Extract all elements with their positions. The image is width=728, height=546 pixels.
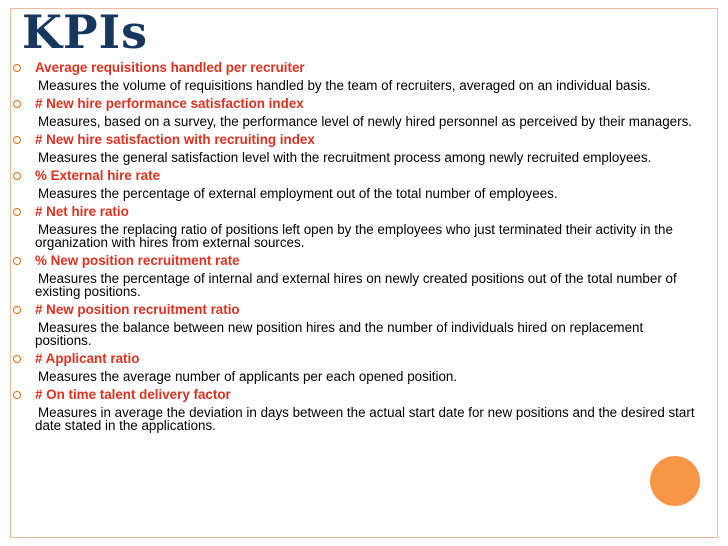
- kpi-heading: # Applicant ratio: [35, 351, 140, 366]
- bullet-icon: [13, 172, 21, 180]
- kpi-item: [0, 95, 728, 131]
- kpi-description: Measures, based on a survey, the performance level of newly hired personnel as perceived by their managers.: [38, 114, 693, 129]
- kpi-item: [0, 350, 728, 386]
- kpi-heading: # On time talent delivery factor: [35, 387, 231, 402]
- bullet-icon: [13, 391, 21, 399]
- kpi-heading: # New hire satisfaction with recruiting index: [35, 132, 315, 147]
- slide-frame-bottom: [10, 537, 718, 538]
- kpi-heading: % External hire rate: [35, 168, 161, 183]
- bullet-icon: [13, 306, 21, 314]
- kpi-heading: # Net hire ratio: [35, 204, 129, 219]
- kpi-description: Measures the volume of requisitions handled by the team of recruiters, averaged on an individual basis.: [38, 78, 651, 93]
- kpi-item: [0, 131, 728, 167]
- kpi-description: Measures the percentage of external employment out of the total number of employees.: [38, 186, 558, 201]
- kpi-description: Measures the average number of applicants per each opened position.: [38, 369, 458, 384]
- kpi-list: [0, 59, 728, 435]
- bullet-icon: [13, 208, 21, 216]
- bullet-icon: [13, 64, 21, 72]
- decorative-circle: [650, 456, 700, 506]
- kpi-item: [0, 167, 728, 203]
- kpi-heading: # New hire performance satisfaction index: [35, 96, 304, 111]
- kpi-item: [0, 386, 728, 435]
- kpi-item: [0, 301, 728, 350]
- kpi-description: Measures the balance between new position hires and the number of individuals hired on replacement positions.: [35, 320, 644, 348]
- bullet-icon: [13, 257, 21, 265]
- bullet-icon: [13, 136, 21, 144]
- kpi-description: Measures the general satisfaction level with the recruitment process among newly recruited employees.: [38, 150, 652, 165]
- kpi-heading: # New position recruitment ratio: [35, 302, 240, 317]
- kpi-item: [0, 59, 728, 95]
- slide-title: KPIs: [22, 5, 148, 59]
- kpi-item: [0, 252, 728, 301]
- kpi-heading: % New position recruitment rate: [35, 253, 240, 268]
- bullet-icon: [13, 100, 21, 108]
- kpi-heading: Average requisitions handled per recruiter: [35, 60, 305, 75]
- kpi-description: Measures the percentage of internal and external hires on newly created positions out of the total number of existing positions.: [35, 271, 677, 299]
- kpi-description: Measures in average the deviation in days between the actual start date for new positions and the desired start date stated in the applications.: [35, 405, 695, 433]
- bullet-icon: [13, 355, 21, 363]
- kpi-description: Measures the replacing ratio of positions left open by the employees who just terminated their activity in the organization with hires from external sources.: [35, 222, 673, 250]
- kpi-item: [0, 203, 728, 252]
